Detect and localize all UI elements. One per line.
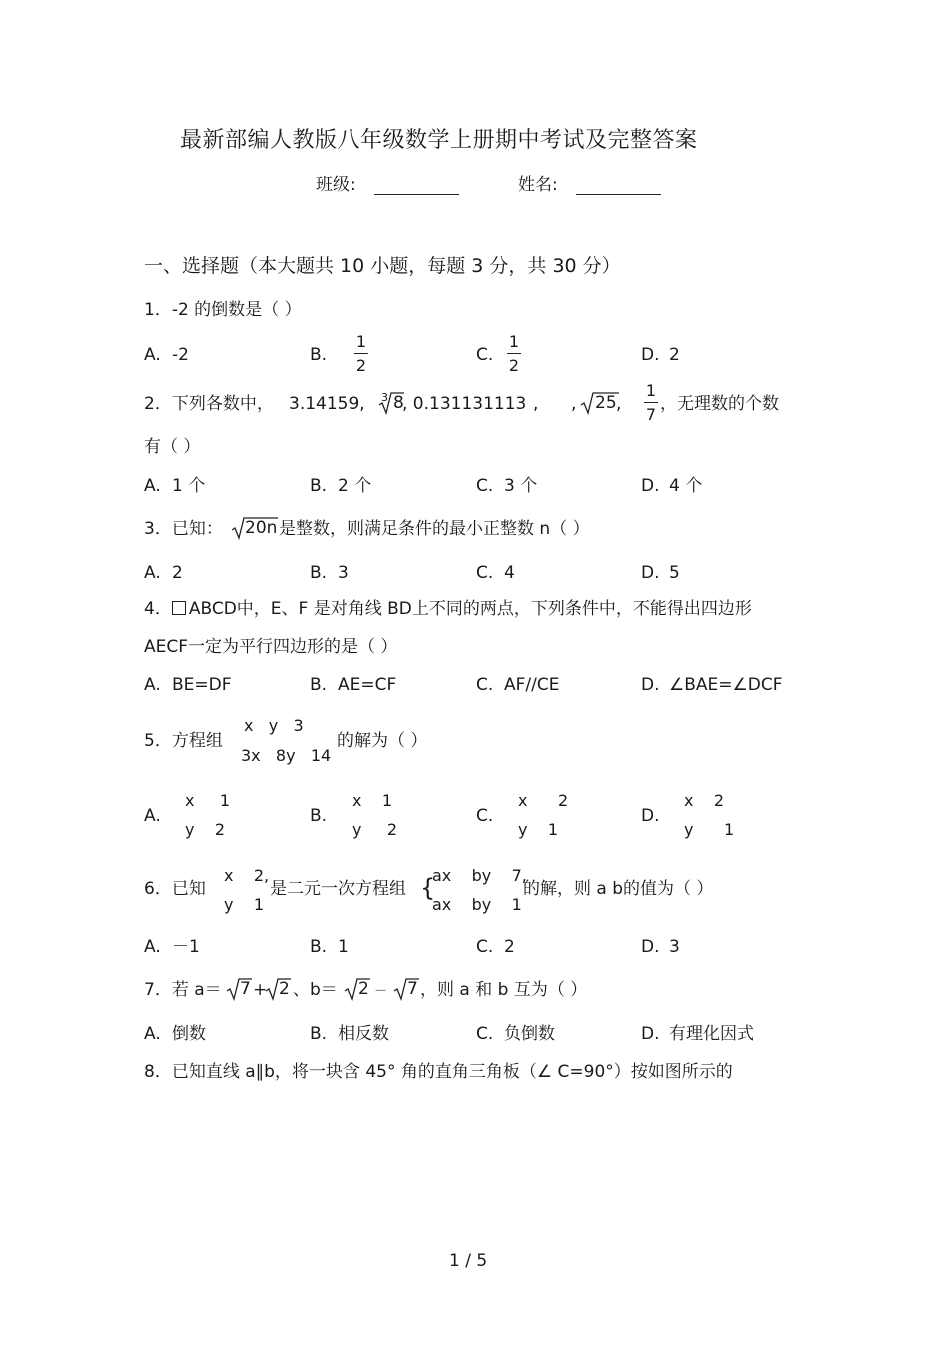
q5-system-row-1: x y 3 [244,716,304,735]
q2-option-b: 2 个 [338,476,372,496]
q7-option-a-label: A. [144,1024,161,1044]
radical-radicand: 20n [245,518,278,538]
q4-option-c: AF//CE [504,675,560,695]
q7-sqrt-7 [227,978,252,1000]
q6-solution-row-1: x 2, [224,866,270,885]
fraction-denominator: 2 [508,356,520,375]
q2-fraction [644,383,658,423]
q3-option-a-label: A. [144,563,161,583]
q5-option-c-row-2: y 1 [518,820,558,839]
fraction-bar [354,353,368,354]
question-2-prefix: 2．下列各数中， [144,394,274,414]
question-8-stem: 8．已知直线 a∥b，将一块含 45° 角的直角三角板（∠ C=90°）按如图所示的 [144,1062,733,1082]
q7-suffix: ，则 a 和 b 互为（ ） [420,980,588,1000]
q5-option-a-label: A. [144,806,161,826]
q5-option-d-row-1: x 2 [684,791,724,810]
q6-option-c: 2 [504,937,515,957]
q2-option-a: 1 个 [172,476,206,496]
q2-square-root [581,392,622,414]
class-blank-line [374,194,459,195]
q7-option-d-label: D. [641,1024,660,1044]
q6-suffix: 的解，则 a b的值为（ ） [523,879,714,899]
q2-suffix: ，无理数的个数 [660,394,779,414]
q4-option-a-label: A. [144,675,161,695]
name-blank-line [576,194,661,195]
fraction-bar [507,353,521,354]
question-2-line-2: 有（ ） [144,437,201,457]
q5-option-a-row-2: y 2 [185,820,225,839]
question-4-line-2: AECF一定为平行四边形的是（ ） [144,637,398,657]
fraction-denominator: 2 [355,356,367,375]
q5-option-c-label: C. [476,806,494,826]
radical-radicand: 7 [407,979,418,999]
q3-option-c-label: C. [476,563,494,583]
q2-number-2: , 0.131131113 [402,394,527,414]
q2-comma: , [571,394,577,414]
q3-option-c: 4 [504,563,515,583]
fraction-denominator: 7 [645,405,657,424]
question-3-prefix: 3．已知： [144,519,223,539]
q7-option-c-label: C. [476,1024,494,1044]
q7-sqrt-7b [394,978,419,1000]
q1-option-c-fraction [507,334,521,374]
q1-option-d: 2 [669,345,680,365]
q2-number-1: 3.14159, [289,394,365,414]
fraction-numerator: 1 [508,332,520,351]
name-label: 姓名: [518,175,558,195]
q2-option-d: 4 个 [669,476,703,496]
q3-option-a: 2 [172,563,183,583]
q6-system-row-1: ax by 7, [432,866,527,885]
q6-option-a-label: A. [144,937,161,957]
q1-option-a-label: A. [144,345,161,365]
q5-option-c-row-1: x 2 [518,791,569,810]
class-label: 班级: [316,175,356,195]
question-4-line-1 [144,601,752,618]
q2-comma: , [533,394,539,414]
q7-option-b: 相反数 [338,1024,389,1044]
q5-option-b-row-2: y 2 [352,820,398,839]
q3-option-d-label: D. [641,563,660,583]
q6-solution-row-2: y 1 [224,895,264,914]
q7-sqrt-2 [266,978,291,1000]
q5-suffix: 的解为（ ） [337,731,428,751]
question-text: ABCD中，E、F 是对角线 BD上不同的两点，下列条件中，不能得出四边形 [188,599,752,619]
q2-cube-root [378,392,404,414]
section-heading: 一、选择题（本大题共 10 小题，每题 3 分，共 30 分） [144,255,621,277]
q4-option-d-label: D. [641,675,660,695]
radical-radicand: 2 [279,979,290,999]
q5-option-d-label: D. [641,806,660,826]
question-6-prefix: 6．已知 [144,879,206,899]
q5-option-b-label: B. [310,806,328,826]
question-5-prefix: 5．方程组 [144,731,223,751]
q3-suffix: 是整数，则满足条件的最小正整数 n（ ） [279,519,590,539]
q1-option-a: -2 [172,345,189,365]
q6-option-c-label: C. [476,937,494,957]
page-number: 1 / 5 [449,1251,488,1271]
q2-option-c: 3 个 [504,476,538,496]
document-title: 最新部编人教版八年级数学上册期中考试及完整答案 [180,128,698,153]
q6-option-a: －1 [172,937,200,957]
q5-option-b-row-1: x 1 [352,791,392,810]
q5-option-d-row-2: y 1 [684,820,735,839]
q7-middle-text: 、b＝ [293,980,338,1000]
q1-option-b-fraction [354,334,368,374]
q2-option-d-label: D. [641,476,660,496]
minus-sign: － [374,984,388,999]
q6-option-d-label: D. [641,937,660,957]
radical-radicand: 7 [240,979,251,999]
radical-radicand: 8 [393,393,404,413]
q7-option-a: 倒数 [172,1024,206,1044]
q3-option-d: 5 [669,563,680,583]
q6-option-d: 3 [669,937,680,957]
q7-option-d: 有理化因式 [669,1024,754,1044]
q5-system-row-2: 3x 8y 14 [241,746,332,765]
q7-sqrt-2b [345,978,370,1000]
q2-comma: , [616,394,622,414]
fraction-numerator: 1 [355,332,367,351]
q2-option-a-label: A. [144,476,161,496]
q3-option-b-label: B. [310,563,328,583]
q1-option-d-label: D. [641,345,660,365]
q7-option-b-label: B. [310,1024,328,1044]
q4-option-a: BE=DF [172,675,232,695]
q4-option-b-label: B. [310,675,328,695]
fraction-numerator: 1 [645,381,657,400]
question-number: 4． [144,599,172,619]
q1-option-b-label: B. [310,345,328,365]
q6-option-b: 1 [338,937,349,957]
parallelogram-icon [172,601,186,615]
fraction-bar [644,402,658,403]
question-7-prefix: 7．若 a＝ [144,980,222,1000]
q7-option-c: 负倒数 [504,1024,555,1044]
question-1-stem: 1．-2 的倒数是（ ） [144,300,302,320]
q5-option-a-row-1: x 1 [185,791,231,810]
q3-option-b: 3 [338,563,349,583]
q6-option-b-label: B. [310,937,328,957]
left-brace-icon: { [420,874,436,902]
radical-radicand: 25 [595,393,617,413]
q4-option-b: AE=CF [338,675,397,695]
q2-option-b-label: B. [310,476,328,496]
radical-radicand: 2 [358,979,369,999]
q4-option-d: ∠BAE=∠DCF [669,675,783,695]
plus-sign: + [253,980,268,1000]
q2-option-c-label: C. [476,476,494,496]
q6-middle-text: 是二元一次方程组 [270,879,406,899]
q3-square-root [232,517,278,539]
q1-option-c-label: C. [476,345,494,365]
q6-system-row-2: ax by 1 [432,895,522,914]
radical-index: 3 [381,391,388,404]
q4-option-c-label: C. [476,675,494,695]
